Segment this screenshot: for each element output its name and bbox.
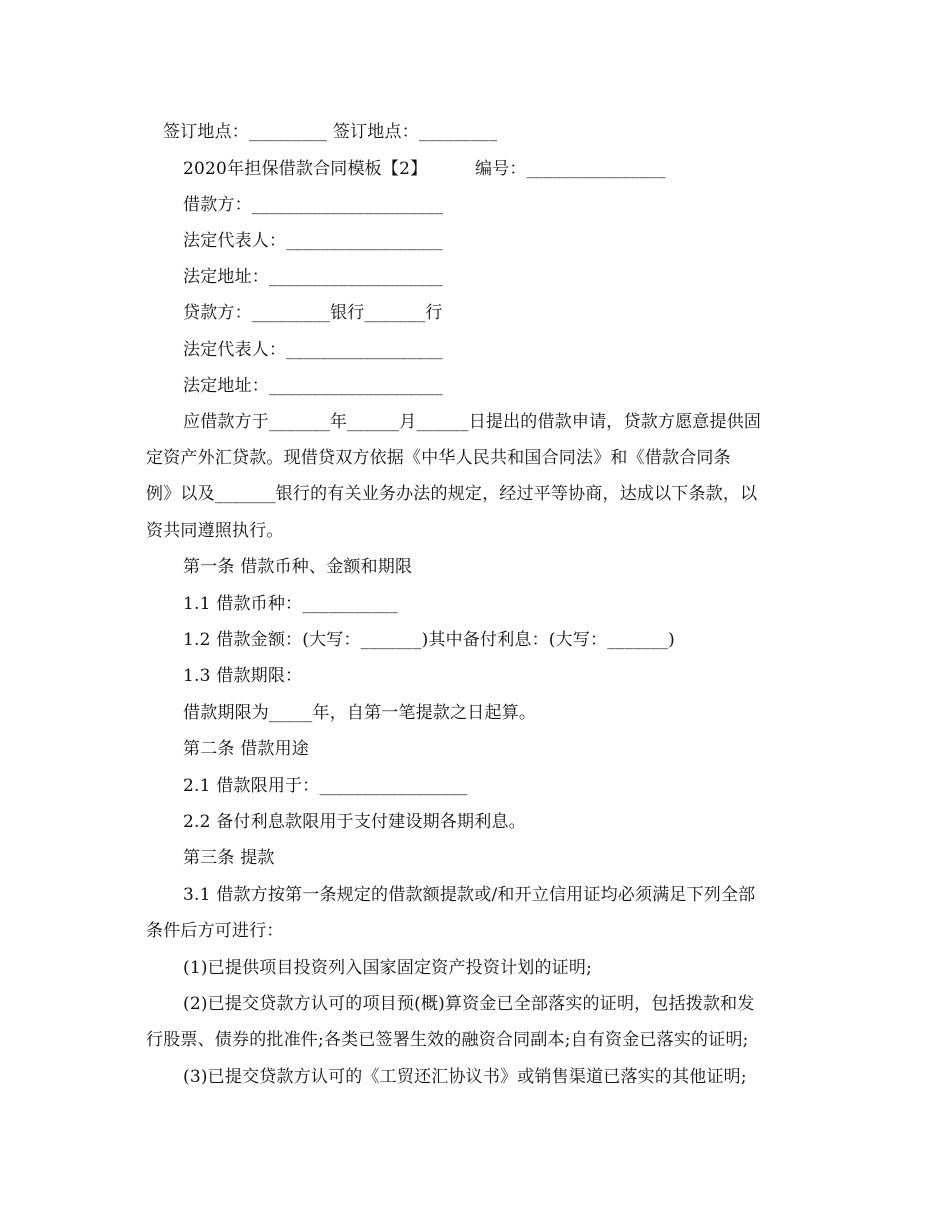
intro-paragraph-line-1: 应借款方于_______年______月______日提出的借款申请，贷款方愿意提供固	[183, 412, 762, 432]
clause-3-1-line-2: 条件后方可进行：	[146, 921, 284, 941]
article-1-heading: 第一条 借款币种、金额和期限	[183, 557, 413, 577]
intro-paragraph-line-4: 资共同遵照执行。	[146, 521, 284, 541]
intro-paragraph-line-3: 例》以及_______银行的有关业务办法的规定，经过平等协商，达成以下条款，以	[146, 484, 758, 504]
lender-line: 贷款方：_________银行_______行	[183, 303, 443, 323]
borrower-line: 借款方：______________________	[183, 195, 444, 215]
clause-3-1-line-1: 3.1 借款方按第一条规定的借款额提款或/和开立信用证均必须满足下列全部	[183, 885, 756, 905]
intro-paragraph-line-2: 定资产外汇贷款。现借贷双方依据《中华人民共和国合同法》和《借款合同条	[146, 448, 731, 468]
condition-3: (3)已提交贷款方认可的《工贸还汇协议书》或销售渠道已落实的其他证明;	[183, 1067, 747, 1087]
contract-title: 2020年担保借款合同模板【2】	[183, 159, 428, 179]
borrower-address-line: 法定地址：____________________	[183, 267, 443, 287]
condition-1: (1)已提供项目投资列入国家固定资产投资计划的证明;	[183, 958, 593, 978]
condition-2-line-1: (2)已提交贷款方认可的项目预(概)算资金已全部落实的证明，包括拨款和发	[183, 994, 755, 1014]
condition-2-line-2: 行股票、债券的批准件;各类已签署生效的融资合同副本;自有资金已落实的证明;	[146, 1030, 749, 1050]
article-2-heading: 第二条 借款用途	[183, 739, 310, 759]
clause-1-3: 1.3 借款期限：	[183, 666, 303, 686]
contract-number-line: 编号：________________	[475, 159, 666, 179]
signing-location-line: 签订地点：_________ 签订地点：_________	[163, 122, 498, 142]
clause-2-1: 2.1 借款限用于：_________________	[183, 776, 468, 796]
lender-address-line: 法定地址：____________________	[183, 376, 443, 396]
clause-1-1: 1.1 借款币种：___________	[183, 594, 398, 614]
clause-1-2: 1.2 借款金额：(大写：_______)其中备付利息：(大写：_______)	[183, 630, 675, 650]
article-3-heading: 第三条 提款	[183, 848, 275, 868]
borrower-representative-line: 法定代表人：__________________	[183, 231, 443, 251]
lender-representative-line: 法定代表人：__________________	[183, 340, 443, 360]
clause-2-2: 2.2 备付利息款限用于支付建设期各期利息。	[183, 812, 526, 832]
loan-term-line: 借款期限为_____年，自第一笔提款之日起算。	[183, 703, 537, 723]
